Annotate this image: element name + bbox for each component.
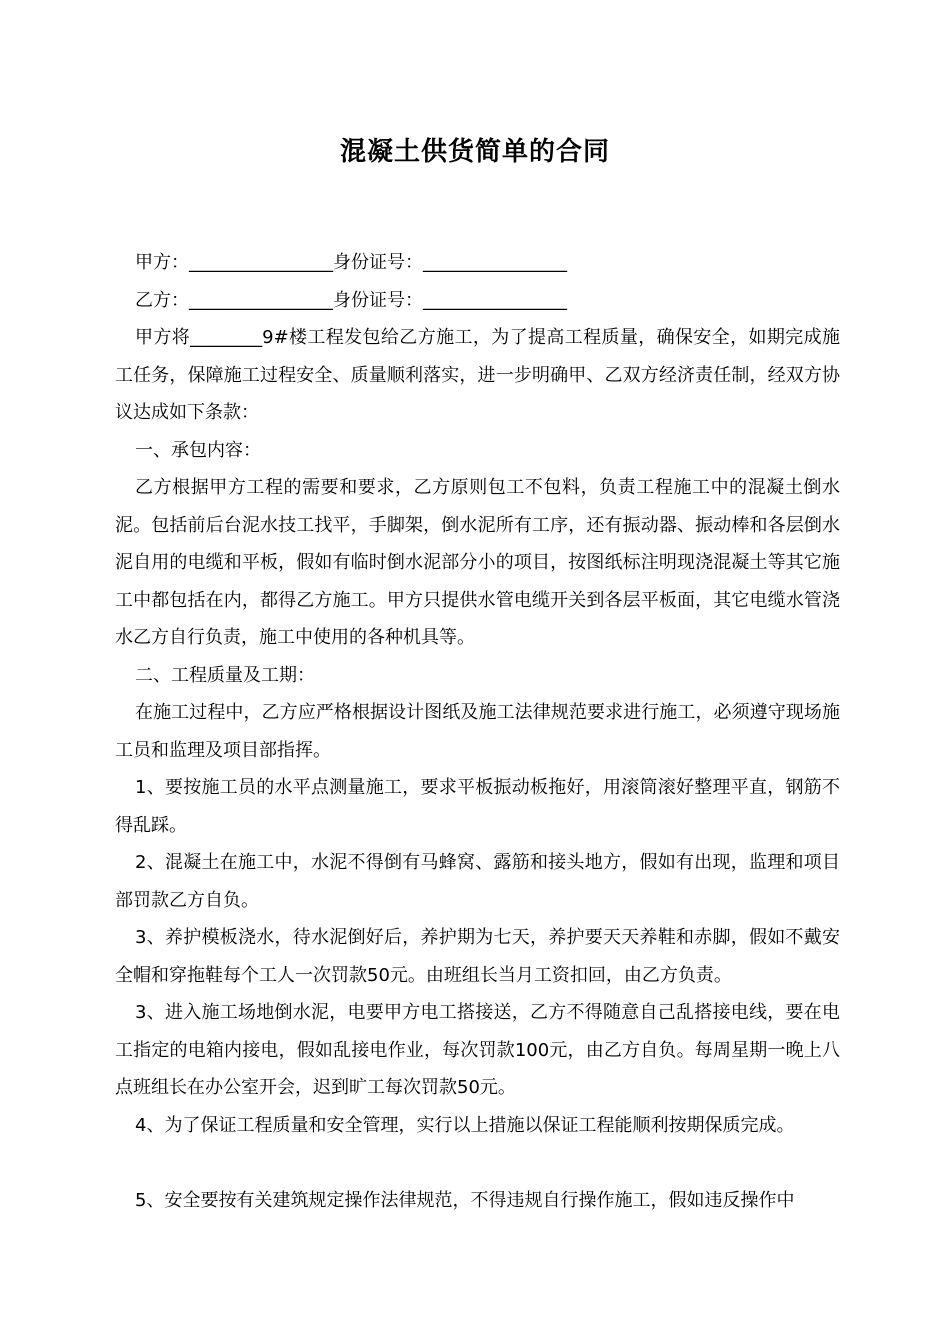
document-title: 混凝土供货简单的合同	[339, 137, 610, 167]
clause-1: 1、要按施工员的水平点测量施工，要求平板振动板拖好，用滚筒滚好整理平直，钢筋不得乱踩。	[115, 777, 840, 836]
scope-paragraph: 乙方根据甲方工程的需要和要求，乙方原则包工不包料，负责工程施工中的混凝土倒水泥。包括前后台泥水技工找平，手脚架，倒水泥所有工序，还有振动器、振动棒和各层倒水泥自用的电缆和平板，假如有临时倒水泥部分小的项目，按图纸标注明现浇混凝土等其它施工中都包括在内，都得乙方施工。甲方只提供水管电缆开关到各层平板面，其它电缆水管浇水乙方自行负责，施工中使用的各种机具等。	[115, 477, 840, 648]
clause-2: 2、混凝土在施工中，水泥不得倒有马蜂窝、露筋和接头地方，假如有出现，监理和项目部罚款乙方自负。	[115, 852, 840, 911]
clause-4: 4、为了保证工程质量和安全管理，实行以上措施以保证工程能顺利按期保质完成。	[135, 1114, 795, 1136]
clause-5: 5、安全要按有关建筑规定操作法律规范，不得违规自行操作施工，假如违反操作中	[135, 1189, 795, 1211]
party-a-line: 甲方：________________身份证号：________________	[135, 252, 567, 273]
section-heading-quality: 二、工程质量及工期：	[135, 664, 315, 686]
clause-3a: 3、养护模板浇水，待水泥倒好后，养护期为七天，养护要天天养鞋和赤脚，假如不戴安全帽和穿拖鞋每个工人一次罚款50元。由班组长当月工资扣回，由乙方负责。	[115, 927, 840, 986]
section-heading-scope: 一、承包内容：	[135, 439, 261, 461]
quality-paragraph: 在施工过程中，乙方应严格根据设计图纸及施工法律规范要求进行施工，必须遵守现场施工员和监理及项目部指挥。	[115, 702, 840, 761]
preamble-paragraph: 甲方将________9#楼工程发包给乙方施工，为了提高工程质量，确保安全，如期完成施工任务，保障施工过程安全、质量顺利落实，进一步明确甲、乙双方经济责任制，经双方协议达成如下条款：	[115, 327, 840, 423]
clause-3b: 3、进入施工场地倒水泥，电要甲方电工搭接送，乙方不得随意自己乱搭接电线，要在电工指定的电箱内接电，假如乱接电作业，每次罚款100元，由乙方自负。每周星期一晚上八点班组长在办公室开会，迟到旷工每次罚款50元。	[115, 1002, 840, 1098]
paragraph-spacer	[115, 1144, 840, 1182]
document-body	[115, 244, 840, 1219]
party-b-line: 乙方：________________身份证号：________________	[135, 289, 567, 311]
